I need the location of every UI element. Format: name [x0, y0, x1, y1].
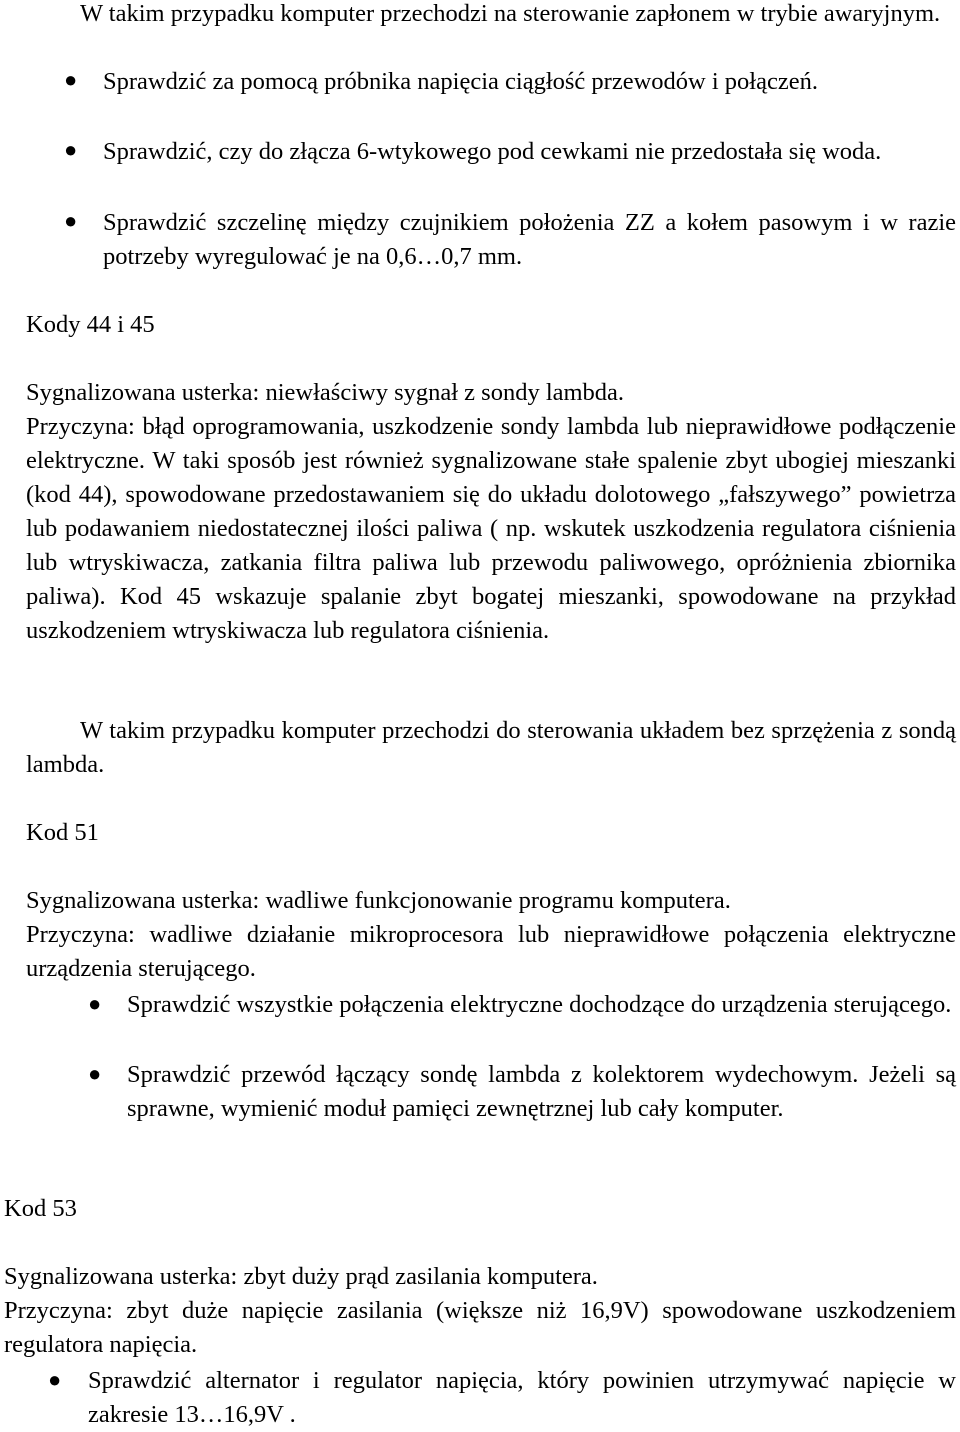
kod-51-bullet-2: Sprawdzić przewód łączący sondę lambda z kolektorem wydechowym. Jeżeli są sprawne, wymienić moduł pamięci zewnętrznej lub cały komputer. — [127, 1061, 956, 1122]
section-heading-kod-51: Kod 51 — [26, 819, 99, 846]
section-heading-kody-44-45: Kody 44 i 45 — [26, 311, 155, 338]
bullet-icon: ● — [64, 67, 78, 92]
cause-kod-51: Przyczyna: wadliwe działanie mikroprocesora lub nieprawidłowe połączenia elektryczne urządzenia sterującego. — [26, 921, 956, 982]
intro-paragraph: W takim przypadku komputer przechodzi na sterowanie zapłonem w trybie awaryjnym. — [80, 0, 941, 27]
kod-51-bullet-1: Sprawdzić wszystkie połączenia elektryczne dochodzące do urządzenia sterującego. — [127, 991, 952, 1018]
symptom-kody-44-45: Sygnalizowana usterka: niewłaściwy sygnał z sondy lambda. — [26, 379, 625, 406]
kod-53-bullet-1: Sprawdzić alternator i regulator napięcia, który powinien utrzymywać napięcie w zakresie 13…16,9V . — [88, 1367, 956, 1428]
cause-kody-44-45: Przyczyna: błąd oprogramowania, uszkodzenie sondy lambda lub nieprawidłowe podłączenie elektryczne. W taki sposób jest również sygnalizowane stałe spalenie zbyt ubogiej mieszanki (kod 44), spowodowane przedostawaniem się do układu dolotowego „fałszywego” powietrza lub podawaniem niedostatecznej ilości paliwa ( np. wskutek uszkodzenia regulatora ciśnienia lub wtryskiwacza, zatkania filtra paliwa lub przewodu paliwowego, opróżnienia zbiornika paliwa). Kod 45 wskazuje spalanie zbyt bogatej mieszanki, spowodowane na przykład uszkodzeniem wtryskiwacza lub regulatora ciśnienia. — [26, 413, 956, 644]
note-kody-44-45: W takim przypadku komputer przechodzi do sterowania układem bez sprzężenia z sondą lambda. — [26, 717, 956, 778]
top-bullet-3: Sprawdzić szczelinę między czujnikiem położenia ZZ a kołem pasowym i w razie potrzeby wyregulować je na 0,6…0,7 mm. — [103, 209, 956, 270]
bullet-icon: ● — [64, 208, 78, 233]
symptom-kod-51: Sygnalizowana usterka: wadliwe funkcjonowanie programu komputera. — [26, 887, 731, 914]
section-heading-kod-53: Kod 53 — [4, 1195, 77, 1222]
bullet-icon: ● — [64, 137, 78, 162]
top-bullet-1: Sprawdzić za pomocą próbnika napięcia ciągłość przewodów i połączeń. — [103, 68, 818, 95]
top-bullet-2: Sprawdzić, czy do złącza 6-wtykowego pod cewkami nie przedostała się woda. — [103, 138, 882, 165]
symptom-kod-53: Sygnalizowana usterka: zbyt duży prąd zasilania komputera. — [4, 1263, 598, 1290]
bullet-icon: ● — [48, 1367, 62, 1392]
bullet-icon: ● — [88, 1061, 102, 1086]
bullet-icon: ● — [88, 991, 102, 1016]
cause-kod-53: Przyczyna: zbyt duże napięcie zasilania (większe niż 16,9V) spowodowane uszkodzeniem regulatora napięcia. — [4, 1297, 956, 1358]
